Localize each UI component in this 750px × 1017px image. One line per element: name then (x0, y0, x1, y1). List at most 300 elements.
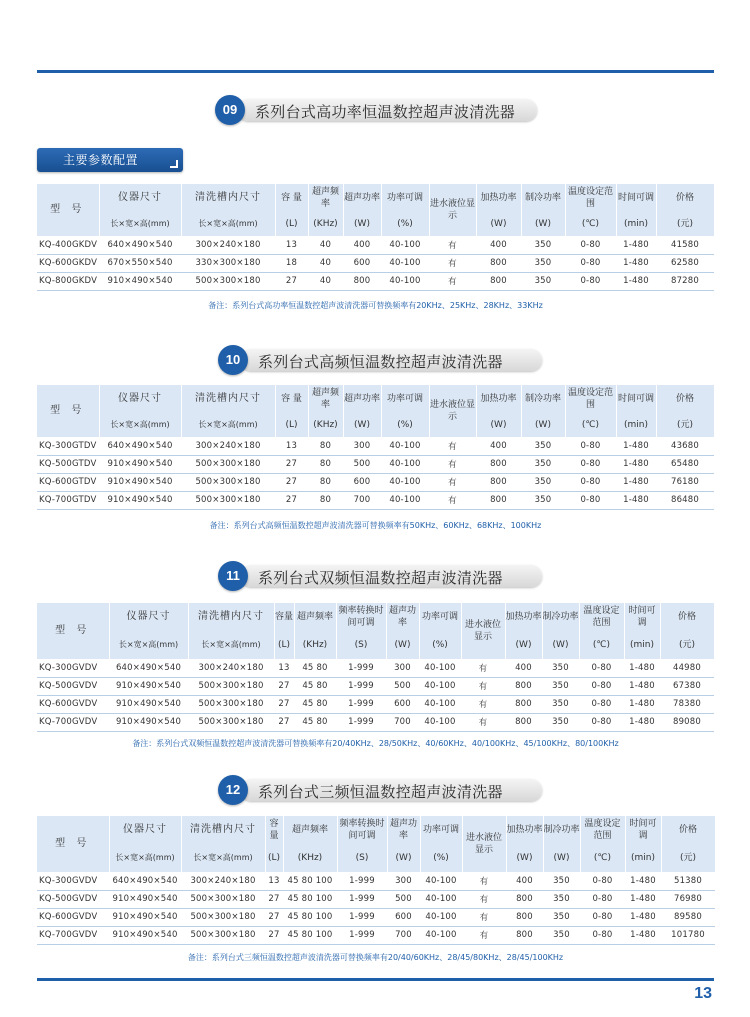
header-heating: 加热功率 (476, 184, 521, 212)
header-price: 价格 (661, 816, 715, 844)
cell-model: KQ-700GVDV (37, 713, 109, 731)
cell-device-size: 910×490×540 (99, 491, 181, 509)
header-temp-range: 温度设定范围 (580, 816, 625, 844)
cell-heating: 800 (506, 890, 543, 908)
cell-tank-size: 500×300×180 (181, 455, 275, 473)
header-device-size: 仪器尺寸 (99, 184, 181, 212)
cell-power: 600 (386, 695, 419, 713)
cell-water-level: 有 (461, 695, 505, 713)
spec-table-10 (37, 385, 715, 510)
cell-frequency: 40 (308, 272, 343, 290)
cell-price: 67380 (660, 677, 714, 695)
cell-capacity: 13 (274, 659, 294, 677)
cell-heating: 800 (506, 926, 543, 944)
header-water-level: 进水液位显示 (461, 603, 505, 659)
header-power: 超声功率 (386, 603, 419, 631)
header-device-size-unit: 长×宽×高(mm) (99, 413, 181, 437)
header-power: 超声功率 (387, 816, 420, 844)
cell-cooling: 350 (521, 491, 565, 509)
header-temp-range-unit: (℃) (565, 413, 616, 437)
cell-tank-size: 500×300×180 (181, 908, 265, 926)
header-time: 时间可调 (616, 184, 656, 212)
header-device-size-unit: 长×宽×高(mm) (109, 631, 188, 659)
cell-tank-size: 500×300×180 (181, 890, 265, 908)
top-rule (37, 70, 714, 73)
cell-power: 700 (343, 491, 381, 509)
cell-price: 86480 (656, 491, 714, 509)
cell-power-adjust: 40-100 (420, 890, 462, 908)
header-heating-unit: (W) (476, 413, 521, 437)
header-power-adjust-unit: (%) (420, 844, 462, 872)
cell-power: 700 (387, 926, 420, 944)
cell-cooling: 350 (521, 437, 565, 455)
cell-frequency: 45 80 (294, 695, 336, 713)
cell-switch-time: 1-999 (336, 713, 386, 731)
header-model: 型 号 (37, 385, 99, 437)
header-temp-range-unit: (℃) (565, 212, 616, 236)
cell-water-level: 有 (429, 473, 476, 491)
cell-model: KQ-800GKDV (37, 272, 99, 290)
header-water-level: 进水液位显示 (429, 385, 476, 437)
header-power-adjust-unit: (%) (381, 212, 429, 236)
header-heating: 加热功率 (506, 816, 543, 844)
cell-water-level: 有 (461, 659, 505, 677)
cell-temp-range: 0-80 (565, 236, 616, 254)
cell-price: 41580 (656, 236, 714, 254)
cell-capacity: 27 (275, 491, 308, 509)
cell-frequency: 45 80 100 (283, 926, 337, 944)
section-title: 系列台式高功率恒温数控超声波清洗器 (255, 103, 516, 121)
header-water-level: 进水液位显示 (429, 184, 476, 236)
cell-model: KQ-300GVDV (37, 872, 109, 890)
table-row (37, 695, 714, 713)
cell-capacity: 27 (275, 272, 308, 290)
cell-device-size: 910×490×540 (109, 890, 181, 908)
cell-price: 62580 (656, 254, 714, 272)
cell-heating: 800 (505, 695, 542, 713)
cell-heating: 800 (506, 908, 543, 926)
table-row (37, 254, 714, 272)
cell-price: 89080 (660, 713, 714, 731)
cell-time: 1-480 (616, 455, 656, 473)
header-frequency-unit: (KHz) (308, 212, 343, 236)
cell-temp-range: 0-80 (565, 437, 616, 455)
header-temp-range: 温度设定范围 (579, 603, 624, 631)
cell-heating: 800 (476, 272, 521, 290)
cell-temp-range: 0-80 (580, 926, 625, 944)
header-temp-range: 温度设定范围 (565, 385, 616, 413)
cell-cooling: 350 (521, 272, 565, 290)
table-row (37, 890, 715, 908)
section-number-badge: 12 (218, 775, 248, 805)
cell-price: 87280 (656, 272, 714, 290)
cell-cooling: 350 (543, 926, 580, 944)
cell-switch-time: 1-999 (337, 908, 387, 926)
header-frequency-unit: (KHz) (294, 631, 336, 659)
page-number: 13 (694, 985, 712, 1002)
cell-heating: 800 (476, 491, 521, 509)
header-frequency: 超声频率 (308, 184, 343, 212)
header-time: 时间可调 (616, 385, 656, 413)
cell-capacity: 27 (265, 926, 283, 944)
header-heating-unit: (W) (505, 631, 542, 659)
cell-price: 78380 (660, 695, 714, 713)
cell-power-adjust: 40-100 (381, 272, 429, 290)
header-cooling-unit: (W) (521, 413, 565, 437)
cell-time: 1-480 (624, 695, 660, 713)
cell-price: 101780 (661, 926, 715, 944)
header-heating: 加热功率 (505, 603, 542, 631)
cell-time: 1-480 (625, 908, 661, 926)
corner-arrow-icon (170, 160, 178, 168)
header-device-size-unit: 长×宽×高(mm) (99, 212, 181, 236)
cell-capacity: 27 (274, 713, 294, 731)
cell-model: KQ-600GVDV (37, 908, 109, 926)
header-model: 型 号 (37, 184, 99, 236)
cell-device-size: 910×490×540 (109, 908, 181, 926)
cell-tank-size: 300×240×180 (188, 659, 274, 677)
cell-capacity: 27 (265, 890, 283, 908)
cell-power: 800 (343, 272, 381, 290)
header-capacity: 容 量 (275, 184, 308, 212)
cell-capacity: 13 (275, 437, 308, 455)
cell-water-level: 有 (429, 272, 476, 290)
cell-temp-range: 0-80 (579, 713, 624, 731)
cell-heating: 800 (476, 455, 521, 473)
table-row (37, 491, 714, 509)
header-power-unit: (W) (343, 212, 381, 236)
cell-power-adjust: 40-100 (381, 254, 429, 272)
cell-frequency: 45 80 (294, 713, 336, 731)
cell-time: 1-480 (625, 926, 661, 944)
header-price: 价格 (656, 385, 714, 413)
header-heating: 加热功率 (476, 385, 521, 413)
header-capacity-unit: (L) (275, 413, 308, 437)
cell-cooling: 350 (542, 659, 579, 677)
cell-switch-time: 1-999 (336, 677, 386, 695)
cell-tank-size: 300×240×180 (181, 236, 275, 254)
header-tank-size: 清洗槽内尺寸 (181, 184, 275, 212)
header-power-unit: (W) (386, 631, 419, 659)
cell-tank-size: 500×300×180 (181, 473, 275, 491)
cell-model: KQ-500GVDV (37, 677, 109, 695)
cell-time: 1-480 (625, 890, 661, 908)
cell-tank-size: 300×240×180 (181, 872, 265, 890)
header-device-size: 仪器尺寸 (109, 816, 181, 844)
cell-device-size: 640×490×540 (99, 437, 181, 455)
cell-cooling: 350 (543, 890, 580, 908)
header-time-unit: (min) (624, 631, 660, 659)
header-price: 价格 (656, 184, 714, 212)
header-switch-time-unit: (S) (337, 844, 387, 872)
cell-temp-range: 0-80 (579, 659, 624, 677)
cell-time: 1-480 (624, 659, 660, 677)
header-temp-range-unit: (℃) (579, 631, 624, 659)
cell-power: 300 (343, 437, 381, 455)
cell-frequency: 45 80 100 (283, 872, 337, 890)
cell-water-level: 有 (462, 872, 506, 890)
section-title: 系列台式高频恒温数控超声波清洗器 (258, 353, 503, 371)
cell-water-level: 有 (429, 437, 476, 455)
cell-heating: 800 (505, 713, 542, 731)
cell-water-level: 有 (461, 677, 505, 695)
cell-power: 400 (343, 236, 381, 254)
cell-power-adjust: 40-100 (420, 908, 462, 926)
cell-model: KQ-600GTDV (37, 473, 99, 491)
header-device-size: 仪器尺寸 (109, 603, 188, 631)
header-capacity-unit: (L) (275, 212, 308, 236)
header-price-unit: (元) (661, 844, 715, 872)
cell-tank-size: 500×300×180 (188, 677, 274, 695)
cell-time: 1-480 (616, 491, 656, 509)
cell-capacity: 27 (274, 677, 294, 695)
header-frequency: 超声频率 (294, 603, 336, 631)
cell-price: 43680 (656, 437, 714, 455)
section-header-11 (218, 561, 543, 591)
header-model: 型 号 (37, 603, 109, 659)
header-switch-time-unit: (S) (336, 631, 386, 659)
cell-time: 1-480 (616, 437, 656, 455)
header-capacity-unit: (L) (274, 631, 294, 659)
cell-water-level: 有 (429, 491, 476, 509)
cell-device-size: 910×490×540 (109, 713, 188, 731)
cell-water-level: 有 (462, 908, 506, 926)
cell-device-size: 910×490×540 (99, 272, 181, 290)
header-tank-size-unit: 长×宽×高(mm) (181, 212, 275, 236)
cell-temp-range: 0-80 (579, 695, 624, 713)
cell-tank-size: 500×300×180 (188, 695, 274, 713)
cell-water-level: 有 (429, 455, 476, 473)
section-header-10 (218, 345, 543, 375)
cell-frequency: 40 (308, 236, 343, 254)
cell-model: KQ-500GVDV (37, 890, 109, 908)
cell-heating: 800 (476, 254, 521, 272)
cell-capacity: 13 (265, 872, 283, 890)
table-note: 备注：系列台式高频恒温数控超声波清洗器可替换频率有50KHz、60KHz、68KHz、100KHz (209, 521, 542, 530)
header-price-unit: (元) (660, 631, 714, 659)
cell-device-size: 910×490×540 (109, 677, 188, 695)
cell-cooling: 350 (521, 455, 565, 473)
header-power-unit: (W) (343, 413, 381, 437)
cell-power: 500 (343, 455, 381, 473)
cell-time: 1-480 (624, 677, 660, 695)
header-tank-size: 清洗槽内尺寸 (181, 816, 265, 844)
table-row (37, 872, 715, 890)
cell-water-level: 有 (462, 926, 506, 944)
cell-power: 700 (386, 713, 419, 731)
cell-frequency: 80 (308, 473, 343, 491)
header-time-unit: (min) (625, 844, 661, 872)
header-tank-size-unit: 长×宽×高(mm) (188, 631, 274, 659)
cell-price: 44980 (660, 659, 714, 677)
header-device-size: 仪器尺寸 (99, 385, 181, 413)
cell-power-adjust: 40-100 (381, 473, 429, 491)
cell-device-size: 640×490×540 (109, 872, 181, 890)
section-header-09 (215, 95, 540, 125)
cell-capacity: 27 (274, 695, 294, 713)
cell-frequency: 45 80 (294, 677, 336, 695)
header-switch-time: 频率转换时间可调 (337, 816, 387, 844)
table-row (37, 926, 715, 944)
cell-price: 65480 (656, 455, 714, 473)
cell-time: 1-480 (624, 713, 660, 731)
header-tank-size-unit: 长×宽×高(mm) (181, 844, 265, 872)
cell-model: KQ-300GVDV (37, 659, 109, 677)
table-row (37, 713, 714, 731)
section-title: 系列台式双频恒温数控超声波清洗器 (258, 569, 503, 587)
cell-water-level: 有 (429, 254, 476, 272)
table-note: 备注：系列台式高功率恒温数控超声波清洗器可替换频率有20KHz、25KHz、28KHz、33KHz (208, 301, 543, 310)
cell-power-adjust: 40-100 (381, 236, 429, 254)
header-cooling: 制冷功率 (521, 385, 565, 413)
cell-water-level: 有 (462, 890, 506, 908)
cell-cooling: 350 (542, 677, 579, 695)
cell-heating: 800 (476, 473, 521, 491)
cell-heating: 400 (476, 437, 521, 455)
cell-temp-range: 0-80 (565, 272, 616, 290)
header-price: 价格 (660, 603, 714, 631)
header-cooling-unit: (W) (542, 631, 579, 659)
cell-device-size: 670×550×540 (99, 254, 181, 272)
spec-table-11 (37, 603, 715, 732)
header-time-unit: (min) (616, 212, 656, 236)
header-time: 时间可调 (625, 816, 661, 844)
header-heating-unit: (W) (506, 844, 543, 872)
cell-temp-range: 0-80 (565, 254, 616, 272)
cell-temp-range: 0-80 (580, 908, 625, 926)
cell-capacity: 18 (275, 254, 308, 272)
cell-time: 1-480 (625, 872, 661, 890)
table-row (37, 437, 714, 455)
cell-tank-size: 500×300×180 (181, 926, 265, 944)
header-tank-size: 清洗槽内尺寸 (181, 385, 275, 413)
cell-switch-time: 1-999 (337, 926, 387, 944)
header-temp-range: 温度设定范围 (565, 184, 616, 212)
cell-tank-size: 300×240×180 (181, 437, 275, 455)
header-frequency-unit: (KHz) (308, 413, 343, 437)
cell-power: 600 (343, 254, 381, 272)
cell-model: KQ-300GTDV (37, 437, 99, 455)
cell-switch-time: 1-999 (337, 872, 387, 890)
header-tank-size-unit: 长×宽×高(mm) (181, 413, 275, 437)
cell-switch-time: 1-999 (336, 659, 386, 677)
cell-cooling: 350 (543, 908, 580, 926)
main-params-tab (37, 148, 183, 172)
header-cooling: 制冷功率 (542, 603, 579, 631)
cell-capacity: 27 (265, 908, 283, 926)
header-power-unit: (W) (387, 844, 420, 872)
cell-tank-size: 500×300×180 (188, 713, 274, 731)
cell-device-size: 910×490×540 (109, 926, 181, 944)
cell-power: 500 (386, 677, 419, 695)
cell-temp-range: 0-80 (580, 890, 625, 908)
cell-cooling: 350 (521, 473, 565, 491)
cell-device-size: 640×490×540 (109, 659, 188, 677)
cell-time: 1-480 (616, 272, 656, 290)
cell-frequency: 80 (308, 455, 343, 473)
table-row (37, 272, 714, 290)
cell-power: 300 (387, 872, 420, 890)
cell-price: 89580 (661, 908, 715, 926)
table-row (37, 455, 714, 473)
cell-temp-range: 0-80 (580, 872, 625, 890)
cell-capacity: 13 (275, 236, 308, 254)
section-number-badge: 10 (218, 345, 248, 375)
cell-power-adjust: 40-100 (419, 659, 461, 677)
cell-device-size: 910×490×540 (99, 455, 181, 473)
cell-time: 1-480 (616, 254, 656, 272)
main-params-label: 主要参数配置 (63, 153, 139, 167)
header-cooling-unit: (W) (521, 212, 565, 236)
header-tank-size: 清洗槽内尺寸 (188, 603, 274, 631)
cell-model: KQ-700GTDV (37, 491, 99, 509)
cell-switch-time: 1-999 (337, 890, 387, 908)
cell-model: KQ-600GVDV (37, 695, 109, 713)
header-capacity: 容量 (274, 603, 294, 631)
header-switch-time: 频率转换时间可调 (336, 603, 386, 631)
header-time: 时间可调 (624, 603, 660, 631)
cell-power: 600 (387, 908, 420, 926)
header-capacity: 容 量 (275, 385, 308, 413)
spec-table-12 (37, 816, 716, 945)
header-power: 超声功率 (343, 385, 381, 413)
table-row (37, 677, 714, 695)
cell-power-adjust: 40-100 (419, 695, 461, 713)
table-row (37, 659, 714, 677)
cell-power-adjust: 40-100 (381, 437, 429, 455)
section-header-12 (218, 775, 543, 805)
header-power: 超声功率 (343, 184, 381, 212)
cell-heating: 800 (505, 677, 542, 695)
header-power-adjust: 功率可调 (420, 816, 462, 844)
cell-heating: 400 (476, 236, 521, 254)
cell-cooling: 350 (521, 236, 565, 254)
cell-power: 600 (343, 473, 381, 491)
header-water-level: 进水液位显示 (462, 816, 506, 872)
header-frequency: 超声频率 (308, 385, 343, 413)
cell-power-adjust: 40-100 (420, 872, 462, 890)
cell-model: KQ-600GKDV (37, 254, 99, 272)
cell-frequency: 80 (308, 437, 343, 455)
header-capacity: 容量 (265, 816, 283, 844)
cell-device-size: 910×490×540 (99, 473, 181, 491)
cell-device-size: 910×490×540 (109, 695, 188, 713)
section-number-badge: 09 (215, 95, 245, 125)
table-note: 备注：系列台式三频恒温数控超声波清洗器可替换频率有20/40/60KHz、28/45/80KHz、28/45/100KHz (187, 953, 564, 962)
header-device-size-unit: 长×宽×高(mm) (109, 844, 181, 872)
header-temp-range-unit: (℃) (580, 844, 625, 872)
cell-model: KQ-700GVDV (37, 926, 109, 944)
cell-model: KQ-500GTDV (37, 455, 99, 473)
cell-price: 76180 (656, 473, 714, 491)
cell-power: 300 (386, 659, 419, 677)
cell-cooling: 350 (542, 695, 579, 713)
cell-heating: 400 (505, 659, 542, 677)
cell-water-level: 有 (429, 236, 476, 254)
cell-capacity: 27 (275, 473, 308, 491)
header-power-adjust: 功率可调 (381, 385, 429, 413)
header-power-adjust-unit: (%) (381, 413, 429, 437)
header-time-unit: (min) (616, 413, 656, 437)
header-price-unit: (元) (656, 212, 714, 236)
cell-model: KQ-400GKDV (37, 236, 99, 254)
table-row (37, 908, 715, 926)
cell-capacity: 27 (275, 455, 308, 473)
cell-frequency: 80 (308, 491, 343, 509)
cell-price: 76980 (661, 890, 715, 908)
header-cooling: 制冷功率 (543, 816, 580, 844)
header-capacity-unit: (L) (265, 844, 283, 872)
